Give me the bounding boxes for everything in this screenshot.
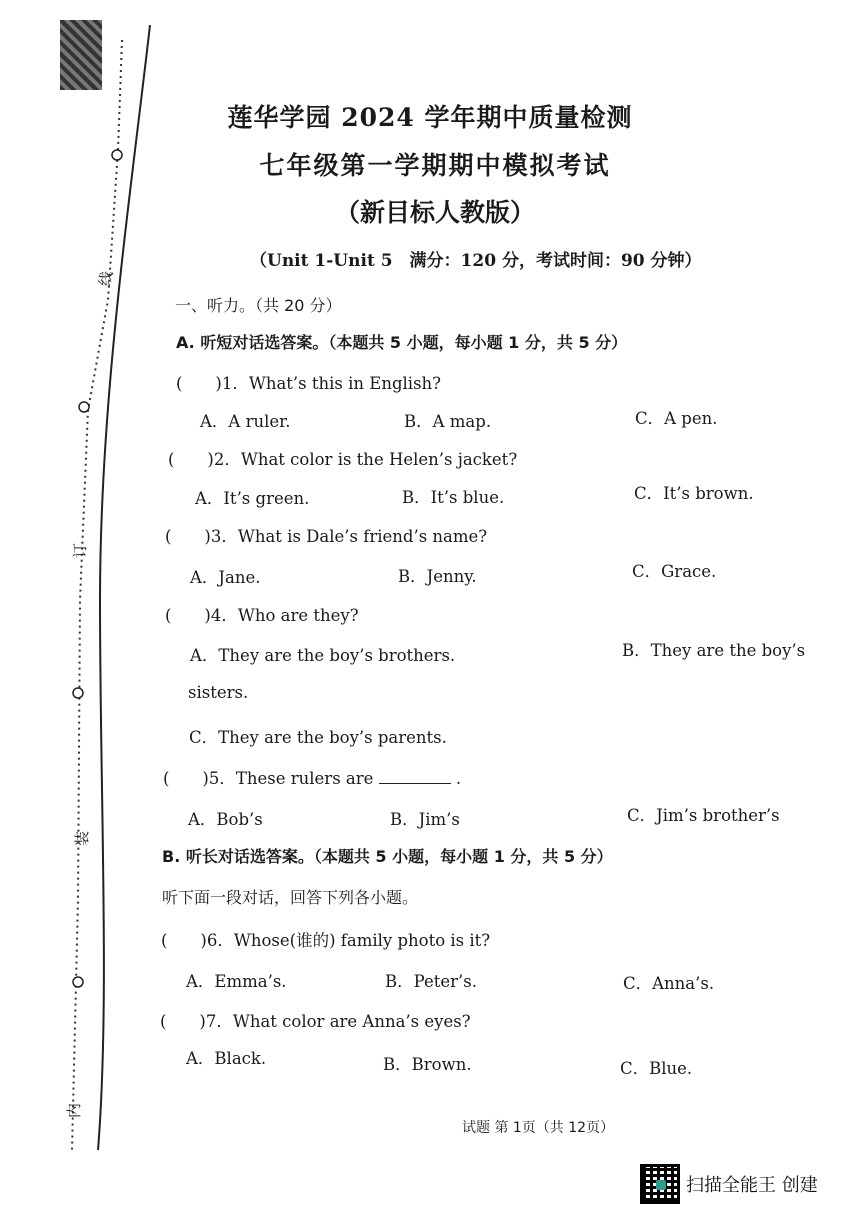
q7-option-c: C．Blue. [620, 1059, 693, 1078]
question-2 [168, 446, 517, 470]
binding-line-svg [0, 0, 160, 1217]
sectionB-title: B. 听长对话选答案。（本题共 5 小题，每小题 1 分，共 5 分） [162, 847, 613, 866]
question-text: What’s this in English? [248, 374, 442, 393]
question-text: What is Dale’s friend’s name? [237, 527, 488, 546]
question-3 [165, 523, 487, 547]
question-text: What color is the Helen’s jacket? [240, 450, 518, 469]
question-text: Whose(谁的) family photo is it? [233, 931, 491, 950]
question-num: ( )7． [160, 1012, 233, 1031]
binding-label-nei: 内 [65, 1102, 84, 1119]
binding-hole-4 [73, 977, 83, 987]
q6-option-b: B．Peter’s. [385, 972, 477, 991]
exam-info: （Unit 1-Unit 5 满分：120 分，考试时间：90 分钟） [250, 251, 702, 271]
question-text-end: . [455, 769, 462, 788]
binding-label-xian: 线 [95, 269, 117, 288]
q1-option-a: A．A ruler. [200, 412, 291, 431]
binding-label-ding: 订 [71, 542, 90, 559]
question-7 [160, 1008, 471, 1032]
question-text: These rulers are [235, 769, 374, 788]
q4-option-c: C．They are the boy’s parents. [189, 728, 447, 747]
binding-hole-2 [79, 402, 89, 412]
question-5 [163, 765, 461, 789]
scanner-watermark [640, 1164, 818, 1204]
q5-option-b: B．Jim’s [390, 810, 460, 829]
question-num: ( )4． [165, 606, 238, 625]
q4-option-a: A．They are the boy’s brothers. [190, 646, 456, 665]
question-num: ( )1． [176, 374, 249, 393]
q4-option-b-cont: sisters. [188, 683, 249, 702]
exam-title-line2: 七年级第一学期期中模拟考试 [259, 151, 611, 180]
page-number: 试题 第 1页（共 12页） [462, 1120, 615, 1136]
question-num: ( )5． [163, 769, 236, 788]
question-text: What color are Anna’s eyes? [232, 1012, 471, 1031]
q2-option-a: A．It’s green. [195, 489, 310, 508]
q4-option-b: B．They are the boy’s [622, 641, 806, 660]
q6-option-a: A．Emma’s. [186, 972, 287, 991]
question-num: ( )3． [165, 527, 238, 546]
q2-option-b: B．It’s blue. [402, 488, 505, 507]
q1-option-b: B．A map. [404, 412, 492, 431]
q5-option-a: A．Bob’s [188, 810, 263, 829]
exam-title-line1: 莲华学园 2024 学年期中质量检测 [227, 103, 633, 132]
question-4 [165, 602, 359, 626]
q1-option-c: C．A pen. [635, 409, 718, 428]
binding-hole-3 [73, 688, 83, 698]
scanner-text: 扫描全能王 创建 [686, 1175, 818, 1196]
part1-title: 一、听力。（共 20 分） [175, 296, 342, 315]
question-6 [161, 927, 490, 951]
q3-option-c: C．Grace. [632, 562, 717, 581]
qr-code-icon [640, 1164, 680, 1204]
question-num: ( )6． [161, 931, 234, 950]
exam-title-line3: （新目标人教版） [334, 198, 535, 227]
question-1 [176, 370, 441, 394]
binding-strip [0, 0, 160, 1217]
sectionB-intro: 听下面一段对话，回答下列各小题。 [162, 888, 419, 907]
question-text: Who are they? [237, 606, 359, 625]
answer-blank [379, 770, 451, 784]
q3-option-b: B．Jenny. [398, 567, 477, 586]
q7-option-b: B．Brown. [383, 1055, 472, 1074]
q2-option-c: C．It’s brown. [634, 484, 754, 503]
question-num: ( )2． [168, 450, 241, 469]
q5-option-c: C．Jim’s brother’s [627, 806, 780, 825]
q7-option-a: A．Black. [186, 1049, 267, 1068]
q3-option-a: A．Jane. [190, 568, 261, 587]
sectionA-title: A. 听短对话选答案。（本题共 5 小题，每小题 1 分，共 5 分） [176, 333, 628, 352]
binding-label-zhuang: 装 [73, 830, 92, 847]
q6-option-c: C．Anna’s. [623, 974, 715, 993]
